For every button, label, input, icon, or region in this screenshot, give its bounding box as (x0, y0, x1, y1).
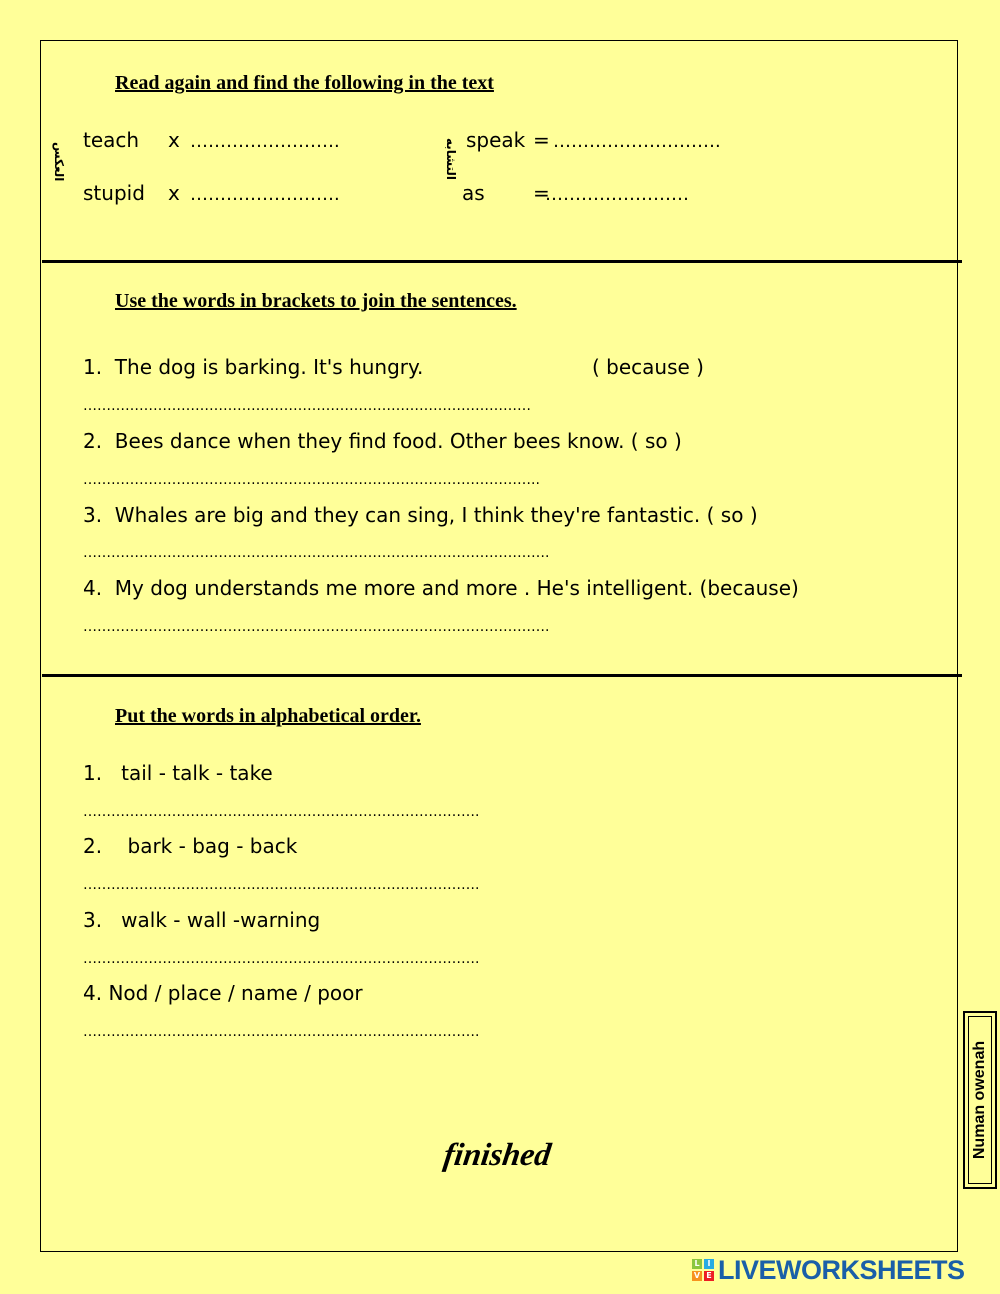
opposite-answer-1[interactable]: ……………………. (190, 131, 340, 152)
join-answer-4[interactable]: ………………………………………………………………………………………. (83, 619, 550, 635)
opposite-op-1: x (168, 128, 180, 152)
order-item-4: 4. Nod / place / name / poor (83, 981, 363, 1005)
synonym-answer-1[interactable]: ………………………. (553, 131, 721, 152)
logo-tile-4: E (704, 1271, 714, 1281)
logo-tile-3: V (693, 1271, 701, 1280)
synonym-word-1: speak (466, 128, 526, 152)
synonym-answer-2[interactable]: …………………… (545, 184, 689, 205)
liveworksheets-brand[interactable] (692, 1256, 965, 1284)
order-answer-4[interactable]: …………………………………………………………………………. (83, 1024, 480, 1040)
section-divider-1 (42, 260, 962, 263)
join-answer-2[interactable]: …………………………………………………………………………………….. (83, 472, 540, 488)
synonym-op-2: = (533, 181, 550, 205)
join-sentence-1: 1. The dog is barking. It's hungry. (83, 355, 424, 379)
liveworksheets-logo-icon (692, 1259, 714, 1281)
join-hint-1: ( because ) (592, 355, 704, 379)
section-divider-2 (42, 674, 962, 677)
finished-text: finished (441, 1136, 554, 1172)
join-answer-3[interactable]: ………………………………………………………………………………………. (83, 545, 550, 561)
opposite-answer-2[interactable]: ……………………. (190, 184, 340, 205)
author-box (963, 1011, 997, 1189)
order-answer-2[interactable]: …………………………………………………………………………. (83, 877, 480, 893)
join-sentence-3: 3. Whales are big and they can sing, I think they're fantastic. ( so ) (83, 503, 758, 527)
join-answer-1[interactable]: …………………………………………………………………………………… (83, 398, 531, 414)
order-answer-3[interactable]: …………………………………………………………………………. (83, 951, 480, 967)
author-box-inner (968, 1016, 992, 1184)
order-answer-1[interactable]: …………………………………………………………………………. (83, 804, 480, 820)
author-name: Numan owenah (971, 1040, 988, 1160)
order-item-1: 1. tail - talk - take (83, 761, 273, 785)
section1-heading: Read again and find the following in the text (115, 72, 494, 94)
order-item-2: 2. bark - bag - back (83, 834, 298, 858)
logo-tile-2: I (704, 1259, 714, 1269)
synonym-op-1: = (533, 128, 550, 152)
section3-heading: Put the words in alphabetical order. (115, 705, 421, 727)
worksheet-frame (40, 40, 958, 1252)
join-sentence-4: 4. My dog understands me more and more . He's intelligent. (because) (83, 576, 799, 600)
opposite-word-1: teach (83, 128, 140, 152)
opposite-word-2: stupid (83, 181, 145, 205)
synonym-label: التشابه (444, 138, 458, 181)
brand-text: LIVEWORKSHEETS (718, 1254, 965, 1285)
order-item-3: 3. walk - wall -warning (83, 908, 321, 932)
section2-heading: Use the words in brackets to join the sentences. (115, 290, 517, 312)
logo-tile-1: L (692, 1259, 702, 1269)
opposite-label: العكس (52, 142, 66, 182)
opposite-op-2: x (168, 181, 180, 205)
join-sentence-2: 2. Bees dance when they find food. Other bees know. ( so ) (83, 429, 682, 453)
synonym-word-2: as (462, 181, 485, 205)
